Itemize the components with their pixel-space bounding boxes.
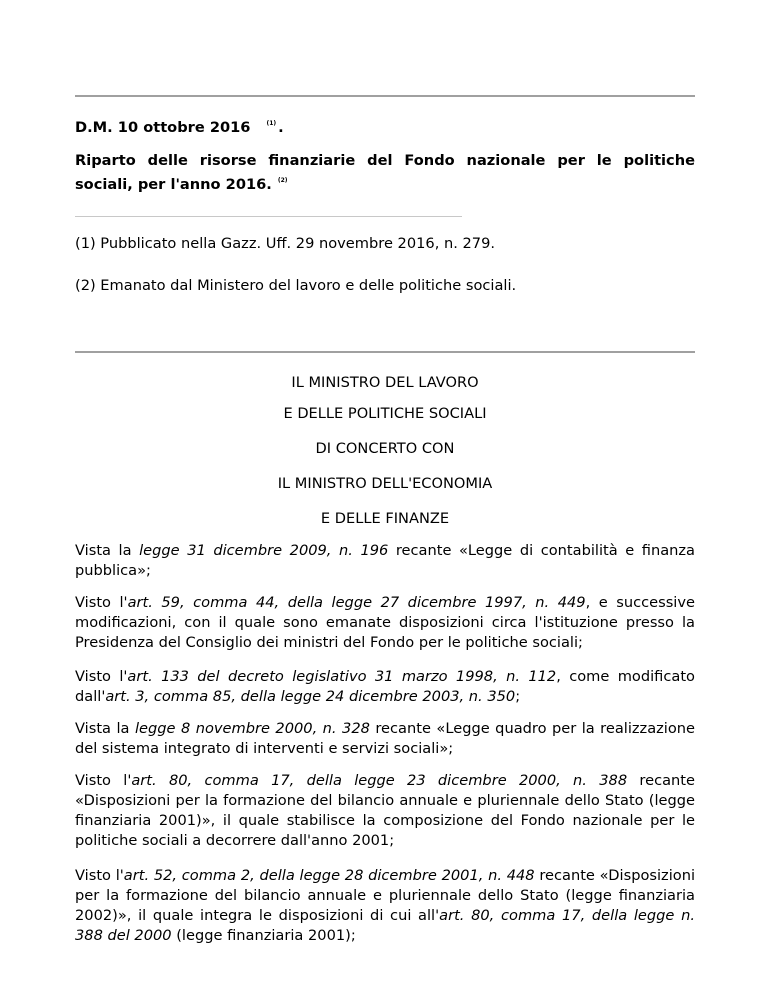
paragraph-2 — [75, 593, 695, 653]
footnote-divider — [75, 216, 462, 217]
heading-line-2: E DELLE POLITICHE SOCIALI — [283, 405, 487, 422]
paragraph-3-text-a: Visto l' — [75, 668, 128, 685]
law-reference-link[interactable]: legge 8 novembre 2000, n. 328 — [134, 720, 370, 737]
law-reference-link[interactable]: art. 133 del decreto legislativo 31 marzo 1998, n. 112 — [127, 668, 557, 685]
subtitle-footnote-ref[interactable]: (2) — [277, 177, 288, 184]
footnote-2: (2) Emanato dal Ministero del lavoro e delle politiche sociali. — [75, 277, 517, 294]
paragraph-2-text-c: , e successive modificazioni, con il quale sono emanate disposizioni circa l'istituzione presso la Presidenza del Consiglio dei ministri del Fondo per le politiche sociali; — [75, 594, 695, 651]
paragraph-5-text-c: recante «Disposizioni per la formazione del bilancio annuale e pluriennale dello Stato (legge finanziaria 2001)», il quale stabilisce la composizione del Fondo nazionale per le politiche sociali a decorrere dall'anno 2001; — [75, 772, 695, 849]
paragraph-4 — [75, 719, 695, 759]
heading-line-4: IL MINISTRO DELL'ECONOMIA — [277, 475, 493, 492]
paragraph-6-text-c: recante «Disposizioni per la formazione del bilancio annuale e pluriennale dello Stato (legge finanziaria 2002)», il quale integra le disposizioni di cui all' — [75, 867, 696, 924]
law-reference-link[interactable]: art. 80, comma 17, della legge n. 388 del 2000 — [75, 907, 695, 944]
paragraph-6-text-e: (legge finanziaria 2001); — [171, 927, 356, 944]
top-divider — [75, 95, 695, 97]
decree-title-text: D.M. 10 ottobre 2016 — [75, 119, 251, 136]
heading-line-5: E DELLE FINANZE — [320, 510, 450, 527]
law-reference-link[interactable]: art. 59, comma 44, della legge 27 dicembre 1997, n. 449 — [127, 594, 586, 611]
law-reference-link[interactable]: art. 80, comma 17, della legge 23 dicembre 2000, n. 388 — [131, 772, 628, 789]
decree-subtitle-text: Riparto delle risorse finanziarie del Fondo nazionale per le politiche sociali, per l'anno 2016. — [75, 152, 695, 193]
law-reference-link[interactable]: legge 31 dicembre 2009, n. 196 — [139, 542, 389, 559]
law-reference-link[interactable]: art. 52, comma 2, della legge 28 dicembre 2001, n. 448 — [123, 867, 535, 884]
law-reference-link[interactable]: art. 3, comma 85, della legge 24 dicembre 2003, n. 350 — [105, 688, 516, 705]
paragraph-4-text-c: recante «Legge quadro per la realizzazione del sistema integrato di interventi e servizi sociali»; — [75, 720, 696, 757]
paragraph-1-text-c: recante «Legge di contabilità e finanza pubblica»; — [75, 542, 696, 579]
paragraph-4-text-a: Vista la — [75, 720, 135, 737]
paragraph-1-text-a: Vista la — [75, 542, 140, 559]
heading-line-1: IL MINISTRO DEL LAVORO — [291, 374, 479, 391]
paragraph-2-text-a: Visto l' — [75, 594, 128, 611]
paragraph-3 — [75, 667, 695, 707]
paragraph-5-text-a: Visto l' — [75, 772, 132, 789]
decree-title-end: . — [278, 119, 284, 136]
decree-subtitle — [75, 151, 695, 195]
paragraph-3-text-c: , come modificato dall' — [75, 668, 695, 705]
paragraph-3-text-e: ; — [515, 688, 521, 705]
paragraph-1 — [75, 541, 695, 581]
body-divider — [75, 351, 695, 353]
title-footnote-ref[interactable]: (1) — [266, 120, 277, 127]
heading-line-3: DI CONCERTO CON — [315, 440, 455, 457]
paragraph-6-text-a: Visto l' — [75, 867, 124, 884]
decree-title — [75, 119, 284, 136]
paragraph-5 — [75, 771, 695, 851]
paragraph-6 — [75, 866, 695, 946]
footnote-1: (1) Pubblicato nella Gazz. Uff. 29 novembre 2016, n. 279. — [75, 235, 495, 252]
